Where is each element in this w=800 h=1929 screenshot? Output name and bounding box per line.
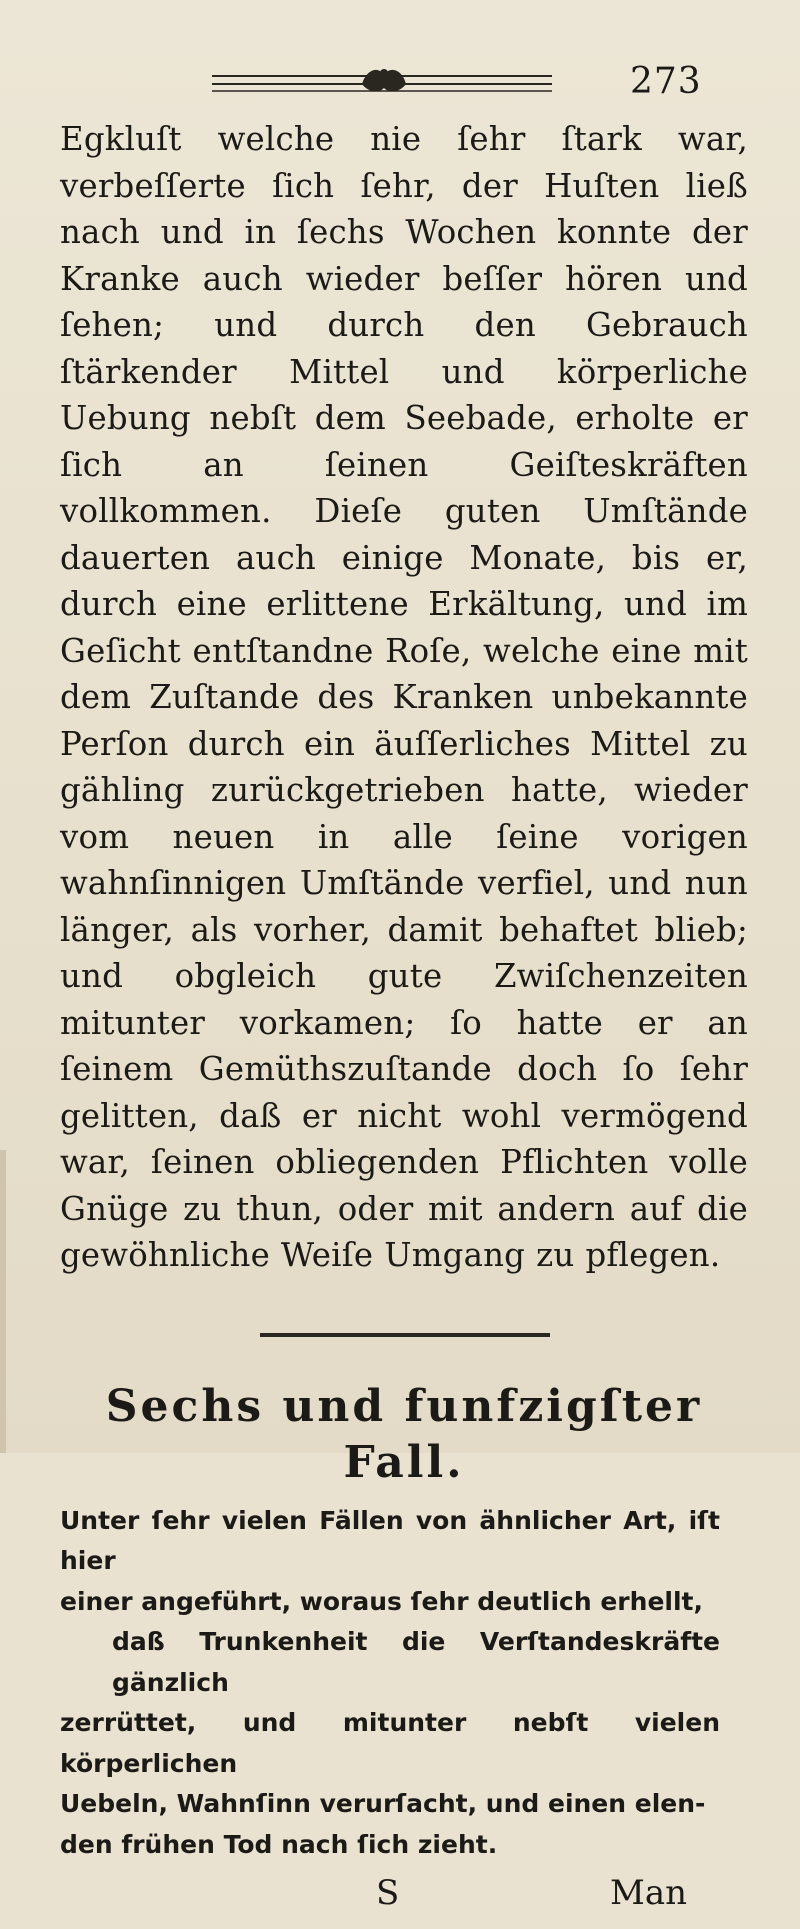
- page-edge-shadow: [0, 1150, 6, 1453]
- ornament-rule-icon: [212, 64, 552, 100]
- body-paragraph: Egkluſt welche nie ſehr ſtark war, verbeſſerte ſich ſehr, der Huſten ließ nach und in ſechs Wochen konnte der Kranke auch wieder beſſer hören und ſehen; und durch den Gebrauch ſtärkender Mittel und körperliche Uebung nebſt dem Seebade, erholte er ſich an ſeinen Geiſteskräften vollkommen. Dieſe guten Umſtände dauerten auch einige Monate, bis er, durch eine erlittene Erkältung, und im Geſicht entſtandne Roſe, welche eine mit dem Zuſtande des Kranken unbekannte Perſon durch ein äuſſerliches Mittel zu gähling zurückgetrieben hatte, wieder vom neuen in alle ſeine vorigen wahnſinnigen Umſtände verfiel, und nun länger, als vorher, damit behaftet blieb; und obgleich gute Zwiſchenzeiten mitunter vorkamen; ſo hatte er an ſeinem Gemüthszuſtande doch ſo ſehr gelitten, daß er nicht wohl vermögend war, ſeinen obliegenden Pflichten volle Gnüge zu thun, oder mit andern auf die gewöhnliche Weiſe Umgang zu pflegen.: [60, 120, 748, 1274]
- summary-line: einer angeführt, woraus ſehr deutlich erhellt,: [60, 1586, 703, 1616]
- page-header: [60, 62, 760, 116]
- section-summary: [60, 1501, 720, 1866]
- page-number: 273: [630, 61, 702, 102]
- summary-line: Uebeln, Wahnſinn verurſacht, und einen elen-: [60, 1789, 706, 1818]
- summary-line: daß Trunkenheit die Verſtandeskräfte gänzlich: [112, 1627, 720, 1697]
- summary-line: Unter ſehr vielen Fällen von ähnlicher Art, iſt hier: [60, 1505, 720, 1575]
- summary-line: zerrüttet, und mitunter nebſt vielen körperlichen: [60, 1708, 720, 1778]
- signature-mark: S: [376, 1873, 400, 1913]
- page-footer: [60, 1869, 760, 1929]
- section-divider: [260, 1333, 550, 1337]
- catchword: Man: [610, 1873, 687, 1913]
- summary-line: den frühen Tod nach ſich zieht.: [60, 1829, 498, 1859]
- section-heading: Sechs und funfzigſter Fall.: [105, 1380, 703, 1488]
